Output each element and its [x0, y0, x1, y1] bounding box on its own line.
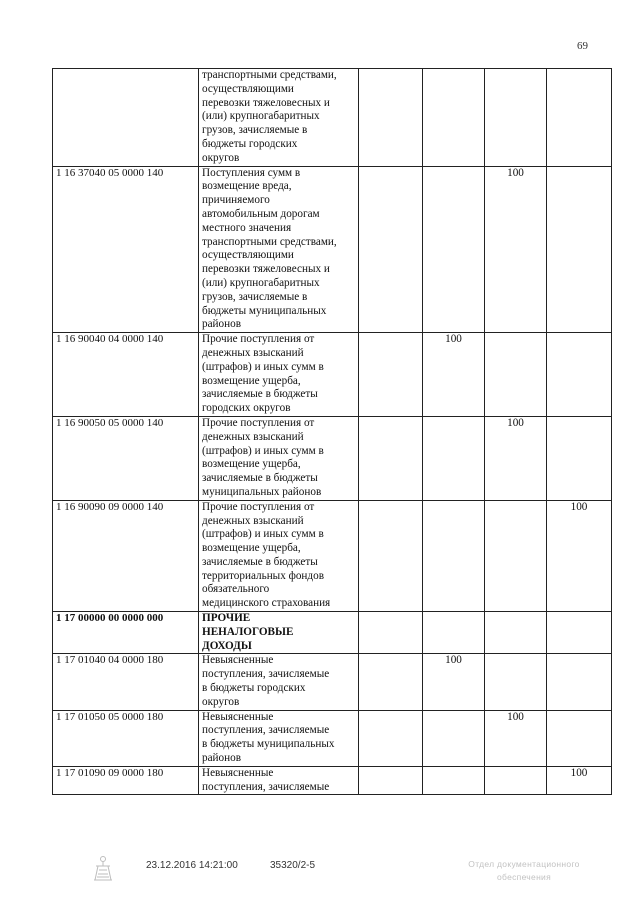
row-name-line: осуществляющими	[202, 249, 294, 262]
row-name	[199, 500, 359, 611]
row-name-line: Невыясненные	[202, 710, 274, 723]
row-name-line: грузов, зачисляемые в	[202, 124, 308, 137]
row-name-line: возмещение вреда,	[202, 180, 292, 193]
row-name-line: денежных взысканий	[202, 346, 304, 359]
row-value-col-2	[423, 710, 485, 766]
row-name-line: зачисляемые в бюджеты	[202, 555, 318, 568]
row-name-line: поступления, зачисляемые	[202, 724, 330, 737]
document-number: 35320/2-5	[270, 860, 316, 871]
table-row	[53, 612, 612, 654]
row-value-col-2	[423, 766, 485, 795]
row-name-line: зачисляемые в бюджеты	[202, 472, 318, 485]
row-value-col-3	[485, 654, 547, 710]
row-name-line: округов	[202, 695, 240, 708]
row-name-line: ПРОЧИЕ	[202, 612, 251, 625]
row-value-col-2	[423, 166, 485, 333]
row-value-col-2	[423, 500, 485, 611]
row-name-line: медицинского страхования	[202, 597, 331, 610]
footer	[0, 858, 640, 898]
row-value-col-1	[359, 333, 423, 417]
table-row	[53, 500, 612, 611]
row-code: 1 17 00000 00 0000 000	[53, 612, 199, 654]
row-name	[199, 333, 359, 417]
row-name-line: осуществляющими	[202, 82, 294, 95]
row-value-col-1	[359, 766, 423, 795]
row-value-col-4	[547, 416, 612, 500]
table-row	[53, 416, 612, 500]
row-name-line: округов	[202, 151, 240, 164]
row-name-line: причиняемого	[202, 194, 270, 207]
table-row	[53, 69, 612, 167]
row-name	[199, 166, 359, 333]
row-value-col-4	[547, 654, 612, 710]
row-value-col-2: 100	[423, 333, 485, 417]
row-name-line: транспортными средствами,	[202, 69, 337, 81]
row-name-line: районов	[202, 752, 242, 765]
row-name-line: (или) крупногабаритных	[202, 276, 320, 289]
row-name-line: Поступления сумм в	[202, 166, 301, 179]
table-row	[53, 766, 612, 795]
row-name-line: обязательного	[202, 583, 270, 596]
row-value-col-1	[359, 654, 423, 710]
row-value-col-1	[359, 710, 423, 766]
row-code	[53, 69, 199, 167]
row-value-col-2: 100	[423, 654, 485, 710]
row-name	[199, 766, 359, 795]
row-name-line: районов	[202, 318, 242, 331]
row-code: 1 16 90090 09 0000 140	[53, 500, 199, 611]
table-row	[53, 654, 612, 710]
row-name-line: муниципальных районов	[202, 485, 322, 498]
row-name-line: в бюджеты городских	[202, 682, 306, 695]
row-name-line: поступления, зачисляемые	[202, 668, 330, 681]
row-value-col-2	[423, 69, 485, 167]
row-name-line: местного значения	[202, 221, 292, 234]
table-row	[53, 710, 612, 766]
row-code: 1 16 90040 04 0000 140	[53, 333, 199, 417]
row-name-line: возмещение ущерба,	[202, 458, 301, 471]
row-name-line: перевозки тяжеловесных и	[202, 263, 330, 276]
row-name-line: автомобильным дорогам	[202, 207, 320, 220]
table-row	[53, 166, 612, 333]
row-value-col-1	[359, 69, 423, 167]
row-name-line: Прочие поступления от	[202, 333, 315, 346]
row-code: 1 16 37040 05 0000 140	[53, 166, 199, 333]
row-name-line: ДОХОДЫ	[202, 639, 252, 652]
row-code: 1 17 01050 05 0000 180	[53, 710, 199, 766]
row-name-line: Невыясненные	[202, 766, 274, 779]
row-name-line: бюджеты муниципальных	[202, 304, 327, 317]
row-name-line: перевозки тяжеловесных и	[202, 96, 330, 109]
row-value-col-4: 100	[547, 500, 612, 611]
row-name-line: Невыясненные	[202, 654, 274, 667]
row-value-col-3	[485, 766, 547, 795]
row-name-line: бюджеты городских	[202, 137, 298, 150]
page-number: 69	[577, 40, 588, 52]
row-value-col-3	[485, 612, 547, 654]
row-value-col-4	[547, 612, 612, 654]
row-name-line: возмещение ущерба,	[202, 374, 301, 387]
row-name-line: возмещение ущерба,	[202, 542, 301, 555]
row-name-line: в бюджеты муниципальных	[202, 738, 335, 751]
watermark	[444, 858, 604, 884]
row-code: 1 16 90050 05 0000 140	[53, 416, 199, 500]
row-name	[199, 654, 359, 710]
row-code: 1 17 01090 09 0000 180	[53, 766, 199, 795]
row-name	[199, 69, 359, 167]
row-name-line: поступления, зачисляемые	[202, 780, 330, 793]
row-name-line: транспортными средствами,	[202, 235, 337, 248]
print-datetime: 23.12.2016 14:21:00	[146, 860, 238, 871]
table-row	[53, 333, 612, 417]
row-name-line: городских округов	[202, 402, 291, 415]
watermark-line: Отдел документационного	[468, 859, 580, 869]
row-value-col-1	[359, 500, 423, 611]
row-name-line: грузов, зачисляемые в	[202, 290, 308, 303]
row-name	[199, 416, 359, 500]
row-name	[199, 612, 359, 654]
row-name-line: (штрафов) и иных сумм в	[202, 528, 324, 541]
revenue-table	[52, 68, 612, 795]
row-value-col-2	[423, 612, 485, 654]
row-name-line: денежных взысканий	[202, 430, 304, 443]
row-value-col-4: 100	[547, 766, 612, 795]
row-value-col-3	[485, 333, 547, 417]
row-value-col-4	[547, 69, 612, 167]
row-value-col-4	[547, 166, 612, 333]
row-value-col-4	[547, 333, 612, 417]
row-value-col-3	[485, 69, 547, 167]
row-value-col-1	[359, 612, 423, 654]
watermark-line: обеспечения	[496, 872, 552, 882]
row-name-line: НЕНАЛОГОВЫЕ	[202, 625, 294, 638]
row-value-col-3: 100	[485, 416, 547, 500]
row-value-col-3	[485, 500, 547, 611]
row-value-col-1	[359, 416, 423, 500]
row-name-line: (штрафов) и иных сумм в	[202, 444, 324, 457]
row-name-line: (штрафов) и иных сумм в	[202, 360, 324, 373]
row-name-line: зачисляемые в бюджеты	[202, 388, 318, 401]
row-name-line: (или) крупногабаритных	[202, 110, 320, 123]
row-name	[199, 710, 359, 766]
row-value-col-2	[423, 416, 485, 500]
emblem-icon	[90, 854, 116, 884]
row-name-line: территориальных фондов	[202, 569, 324, 582]
row-value-col-4	[547, 710, 612, 766]
row-value-col-3: 100	[485, 166, 547, 333]
row-code: 1 17 01040 04 0000 180	[53, 654, 199, 710]
row-name-line: денежных взысканий	[202, 514, 304, 527]
row-name-line: Прочие поступления от	[202, 500, 315, 513]
row-value-col-3: 100	[485, 710, 547, 766]
row-name-line: Прочие поступления от	[202, 416, 315, 429]
row-value-col-1	[359, 166, 423, 333]
